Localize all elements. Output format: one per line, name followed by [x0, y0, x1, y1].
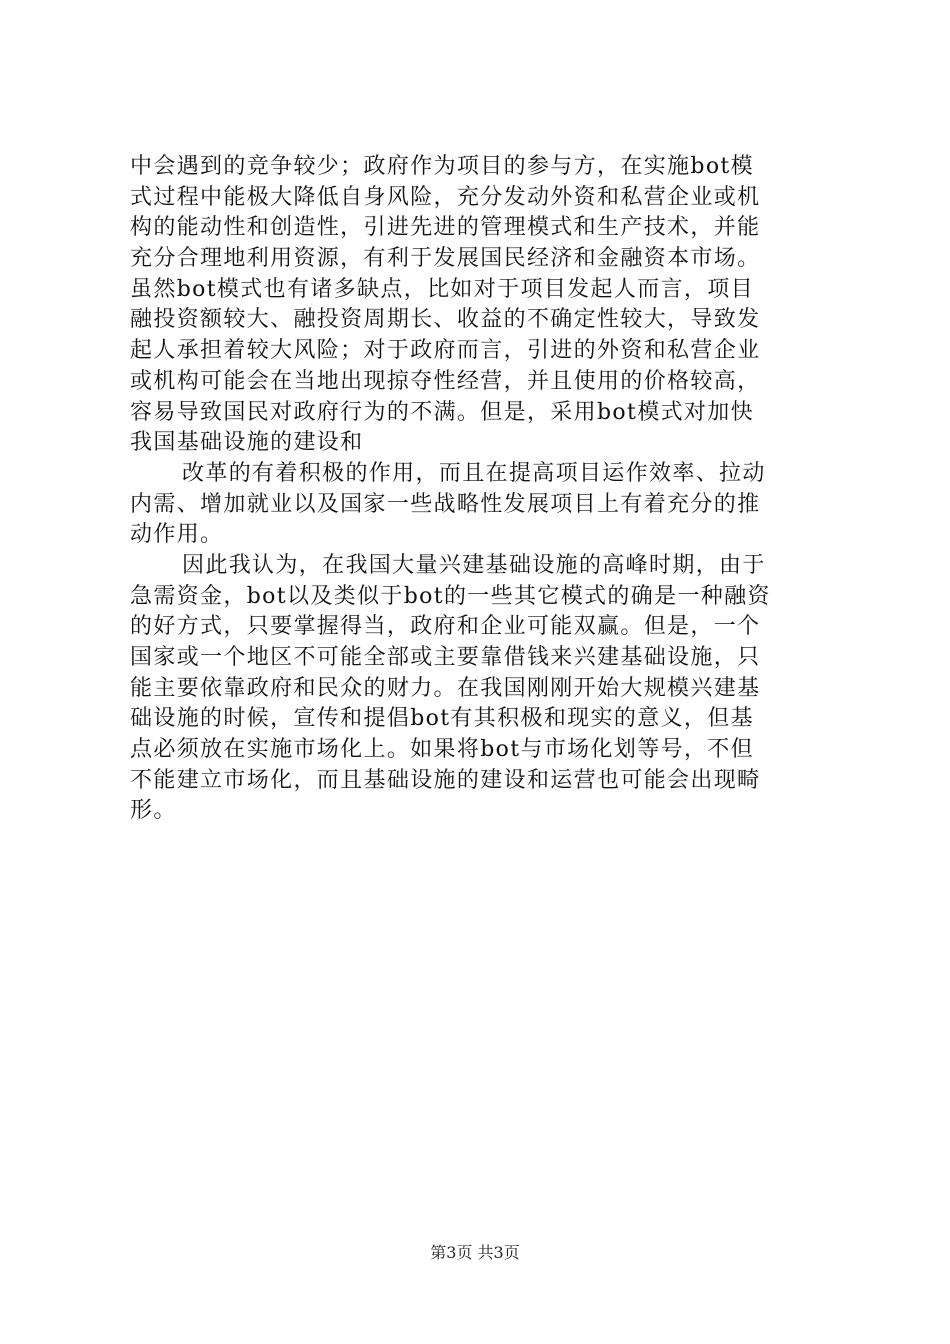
text-line: 改革的有着积极的作用，而且在提高项目运作效率、拉动	[182, 460, 766, 486]
text-line: 形。	[130, 798, 177, 824]
text-line: 构的能动性和创造性，引进先进的管理模式和生产技术，并能	[130, 215, 761, 241]
text-line: 国家或一个地区不可能全部或主要靠借钱来兴建基础设施，只	[130, 645, 761, 670]
text-line: 础设施的时候，宣传和提倡bot有其积极和现实的意义，但基	[130, 706, 754, 732]
text-line: 式过程中能极大降低自身风险，充分发动外资和私营企业或机	[130, 184, 761, 210]
text-line: 融投资额较大、融投资周期长、收益的不确定性较大，导致发	[130, 307, 761, 333]
text-line: 不能建立市场化，而且基础设施的建设和运营也可能会出现畸	[130, 767, 761, 793]
text-line: 起人承担着较大风险；对于政府而言，引进的外资和私营企业	[130, 338, 761, 364]
text-line: 的好方式，只要掌握得当，政府和企业可能双赢。但是，一个	[130, 614, 761, 640]
document-body	[130, 152, 832, 827]
text-line: 或机构可能会在当地出现掠夺性经营，并且使用的价格较高，	[130, 368, 761, 394]
text-line: 因此我认为，在我国大量兴建基础设施的高峰时期，由于	[182, 552, 766, 578]
text-line: 能主要依靠政府和民众的财力。在我国刚刚开始大规模兴建基	[130, 675, 761, 701]
text-line: 充分合理地利用资源，有利于发展国民经济和金融资本市场。	[130, 246, 761, 272]
text-line: 中会遇到的竞争较少；政府作为项目的参与方，在实施bot模	[130, 154, 754, 179]
text-line: 容易导致国民对政府行为的不满。但是，采用bot模式对加快	[130, 399, 754, 425]
page-footer: 第3页 共3页	[430, 1243, 520, 1262]
text-line: 我国基础设施的建设和	[130, 430, 364, 456]
text-line: 急需资金，bot以及类似于bot的一些其它模式的确是一种融资	[130, 583, 771, 609]
text-line: 虽然bot模式也有诸多缺点，比如对于项目发起人而言，项目	[130, 276, 754, 302]
text-line: 内需、增加就业以及国家一些战略性发展项目上有着充分的推	[130, 491, 761, 517]
text-line: 动作用。	[130, 522, 224, 548]
text-line: 点必须放在实施市场化上。如果将bot与市场化划等号，不但	[130, 737, 754, 763]
